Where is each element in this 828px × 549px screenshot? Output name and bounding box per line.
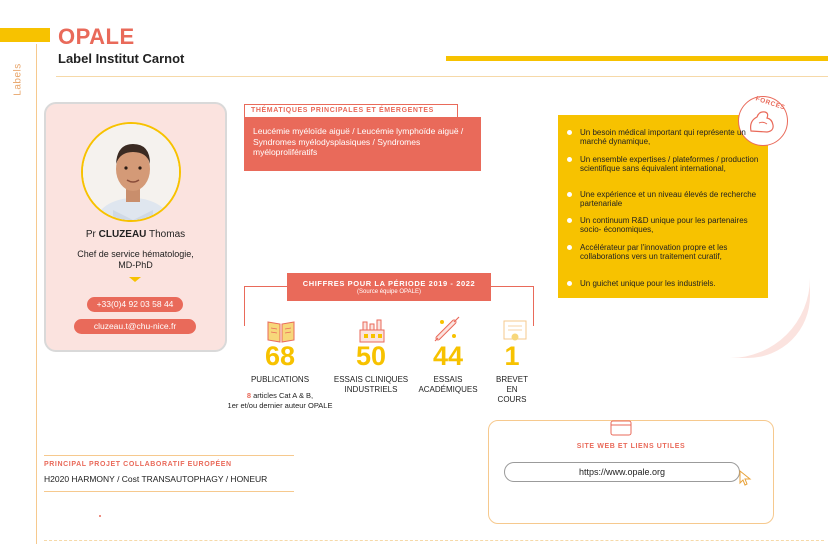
position-line-1: Chef de service hématologie, <box>77 249 194 259</box>
bottom-dotted-rule <box>44 540 824 542</box>
stat-sub-line-1: articles Cat A & B, <box>251 391 314 400</box>
label-line-1: ESSAIS <box>433 375 463 384</box>
header-accent-bar <box>0 28 50 42</box>
site-url-link[interactable]: https://www.opale.org <box>504 462 740 482</box>
syringe-icon <box>432 316 462 342</box>
chiffres-header <box>287 273 491 301</box>
decorative-dot <box>99 515 101 517</box>
stat-essais-academiques-value: 44 <box>432 341 464 371</box>
header-yellow-rule <box>446 56 828 61</box>
page-subtitle: Label Institut Carnot <box>58 51 185 66</box>
header-thin-rule <box>56 76 828 77</box>
label-line-1: BREVET <box>495 375 528 384</box>
chiffres-title: CHIFFRES POUR LA PÉRIODE 2019 - 2022 <box>302 279 476 288</box>
thematiques-box: Leucémie myéloïde aiguë / Leucémie lymphoïde aiguë / Syndromes myélodysplasiques / Syndromes myéloprolifératifs <box>244 117 481 171</box>
label-line-3: COURS <box>497 395 527 404</box>
force-item: Une expérience et un niveau élevés de recherche partenariale <box>580 190 757 208</box>
stat-sub-bold: 8 <box>246 391 252 400</box>
force-item: Un ensemble expertises / plateformes / production scientifique sans équivalent international, <box>580 155 759 173</box>
bullet-icon <box>567 192 572 197</box>
name-last: CLUZEAU <box>98 229 147 240</box>
person-photo <box>83 124 181 222</box>
director-name <box>44 229 227 240</box>
projet-rule-bottom <box>44 491 294 492</box>
force-item: Un guichet unique pour les industriels. <box>580 279 716 288</box>
cursor-icon <box>738 470 752 486</box>
stat-essais-academiques-label <box>408 375 488 395</box>
stat-brevet-label <box>487 375 537 405</box>
name-first: Thomas <box>149 229 186 240</box>
label-line-2: ACADÉMIQUES <box>418 385 478 394</box>
label-line-2: EN <box>506 385 518 394</box>
chiffres-source: (Source équipe OPALE) <box>357 289 421 295</box>
projet-text: H2020 HARMONY / Cost TRANSAUTOPHAGY / HONEUR <box>44 474 268 484</box>
thematiques-label: THÉMATIQUES PRINCIPALES ET ÉMERGENTES <box>244 104 458 118</box>
label-line-1: ESSAIS CLINIQUES <box>333 375 409 384</box>
email-pill[interactable]: cluzeau.t@chu-nice.fr <box>74 319 196 334</box>
side-label: Labels <box>12 63 24 96</box>
label-line-2: INDUSTRIELS <box>344 385 398 394</box>
force-item: Un besoin médical important qui représente un marché dynamique, <box>580 128 746 146</box>
avatar <box>81 122 181 222</box>
projet-title: PRINCIPAL PROJET COLLABORATIF EUROPÉEN <box>44 461 232 468</box>
stat-essais-cliniques-value: 50 <box>355 341 387 371</box>
bullet-icon <box>567 245 572 250</box>
chevron-down-icon <box>129 277 141 282</box>
director-position <box>56 249 215 271</box>
force-item: Accélérateur par l'innovation propre et les collaborations vers un traitement curatif, <box>580 243 728 261</box>
stat-publications-label: PUBLICATIONS <box>250 375 310 384</box>
bullet-icon <box>567 157 572 162</box>
bullet-icon <box>567 218 572 223</box>
stat-essais-cliniques-label <box>326 375 416 395</box>
bullet-icon <box>567 281 572 286</box>
forces-label: FORCES <box>754 95 787 112</box>
force-item: Un continuum R&D unique pour les partenaires socio- économiques, <box>580 216 748 234</box>
phone-pill[interactable]: +33(0)4 92 03 58 44 <box>87 297 183 312</box>
page-title: OPALE <box>58 24 135 49</box>
stat-brevet-value: 1 <box>504 341 520 371</box>
site-title: SITE WEB ET LIENS UTILES <box>576 443 686 450</box>
browser-window-icon <box>610 420 632 436</box>
stat-sub-line-2: 1er et/ou dernier auteur OPALE <box>227 401 333 410</box>
side-rule <box>36 44 37 544</box>
stat-publications-value: 68 <box>264 341 296 371</box>
projet-rule-top <box>44 455 294 456</box>
position-line-2: MD-PhD <box>118 260 153 270</box>
bullet-icon <box>567 130 572 135</box>
name-prefix: Pr <box>85 229 96 240</box>
